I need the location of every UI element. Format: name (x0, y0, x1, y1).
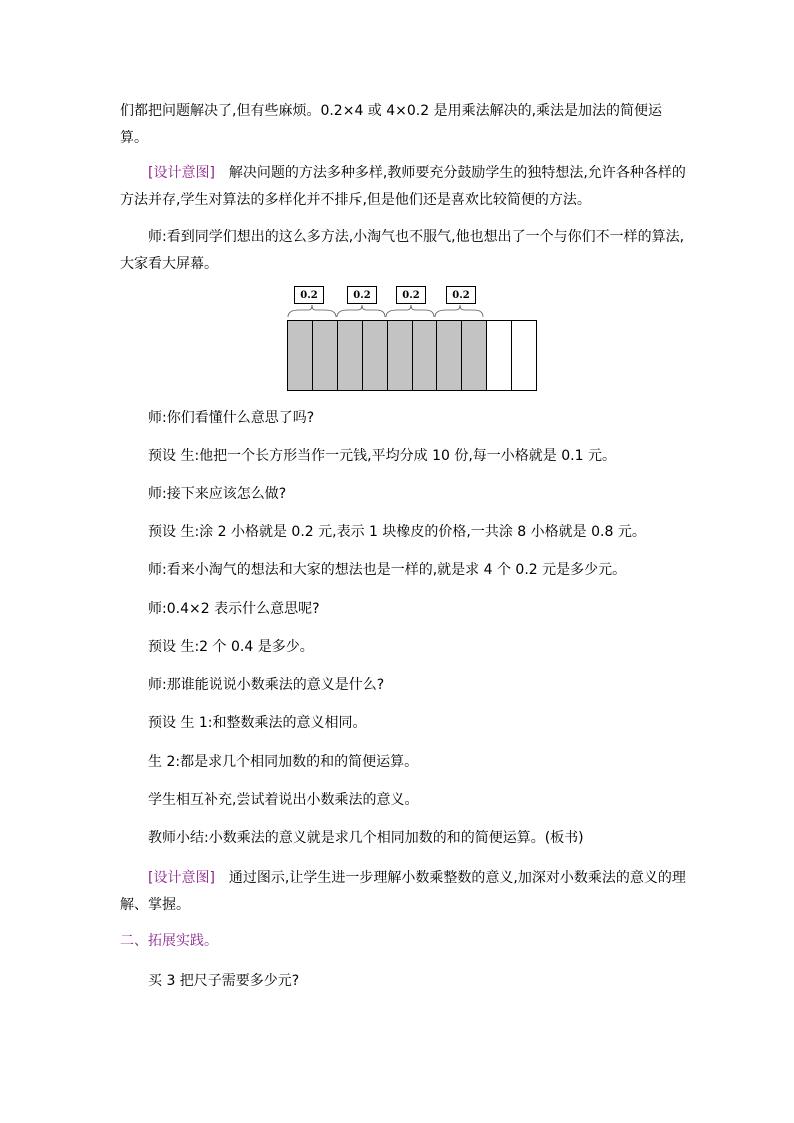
decimal-strip-figure (287, 286, 537, 392)
paragraph-teacher-question-4: 师:那谁能说说小数乘法的意义是什么? (148, 677, 385, 693)
figure-braces (287, 304, 487, 318)
strip-cell-shaded (388, 321, 413, 390)
figure-label-2: 0.2 (347, 286, 377, 304)
strip-cell-empty (512, 321, 536, 390)
paragraph-student-answer-2: 预设 生:涂 2 小格就是 0.2 元,表示 1 块橡皮的价格,一共涂 8 小格就是 0.8 元。 (148, 524, 646, 540)
paragraph-design-intent-1 (120, 160, 690, 214)
paragraph-student-answer-5: 生 2:都是求几个相同加数的和的简便运算。 (148, 754, 419, 770)
figure-label-1: 0.2 (294, 286, 324, 304)
paragraph-design-intent-2 (120, 865, 690, 919)
figure-label-4: 0.2 (446, 286, 476, 304)
paragraph-teacher-summary: 教师小结:小数乘法的意义就是求几个相同加数的和的简便运算。(板书) (148, 830, 584, 846)
paragraph-teacher-screen: 师:看到同学们想出的这么多方法,小淘气也不服气,他也想出了一个与你们不一样的算法,大家看大屏幕。 (120, 229, 685, 272)
paragraph-teacher-question-3: 师:0.4×2 表示什么意思呢? (148, 601, 320, 617)
paragraph-teacher-comment: 师:看来小淘气的想法和大家的想法也是一样的,就是求 4 个 0.2 元是多少元。 (148, 562, 627, 578)
figure-label-3: 0.2 (396, 286, 426, 304)
decimal-strip (287, 320, 537, 391)
paragraph-teacher-question-1: 师:你们看懂什么意思了吗? (148, 410, 315, 426)
paragraph-conclusion: 们都把问题解决了,但有些麻烦。0.2×4 或 4×0.2 是用乘法解决的,乘法是加法的简便运算。 (120, 103, 663, 146)
strip-cell-shaded (313, 321, 338, 390)
section-heading: 二、拓展实践。 (120, 933, 218, 949)
paragraph-students-supplement: 学生相互补充,尝试着说出小数乘法的意义。 (148, 792, 419, 808)
paragraph-practice-question: 买 3 把尺子需要多少元? (148, 973, 300, 989)
paragraph-teacher-question-2: 师:接下来应该怎么做? (148, 486, 287, 502)
design-intent-text: 通过图示,让学生进一步理解小数乘整数的意义,加深对小数乘法的意义的理解、掌握。 (120, 870, 686, 913)
design-intent-tag: [设计意图] (148, 165, 215, 181)
strip-cell-shaded (462, 321, 487, 390)
strip-cell-shaded (363, 321, 388, 390)
strip-cell-shaded (288, 321, 313, 390)
strip-cell-shaded (338, 321, 363, 390)
paragraph-student-answer-4: 预设 生 1:和整数乘法的意义相同。 (148, 715, 367, 731)
strip-cell-shaded (413, 321, 438, 390)
design-intent-tag: [设计意图] (148, 870, 215, 886)
paragraph-student-answer-1: 预设 生:他把一个长方形当作一元钱,平均分成 10 份,每一小格就是 0.1 元。 (148, 448, 616, 464)
paragraph-student-answer-3: 预设 生:2 个 0.4 是多少。 (148, 639, 314, 655)
strip-cell-empty (487, 321, 512, 390)
strip-cell-shaded (437, 321, 462, 390)
design-intent-text: 解决问题的方法多种多样,教师要充分鼓励学生的独特想法,允许各种各样的方法并存,学生对算法的多样化并不排斥,但是他们还是喜欢比较简便的方法。 (120, 165, 686, 208)
